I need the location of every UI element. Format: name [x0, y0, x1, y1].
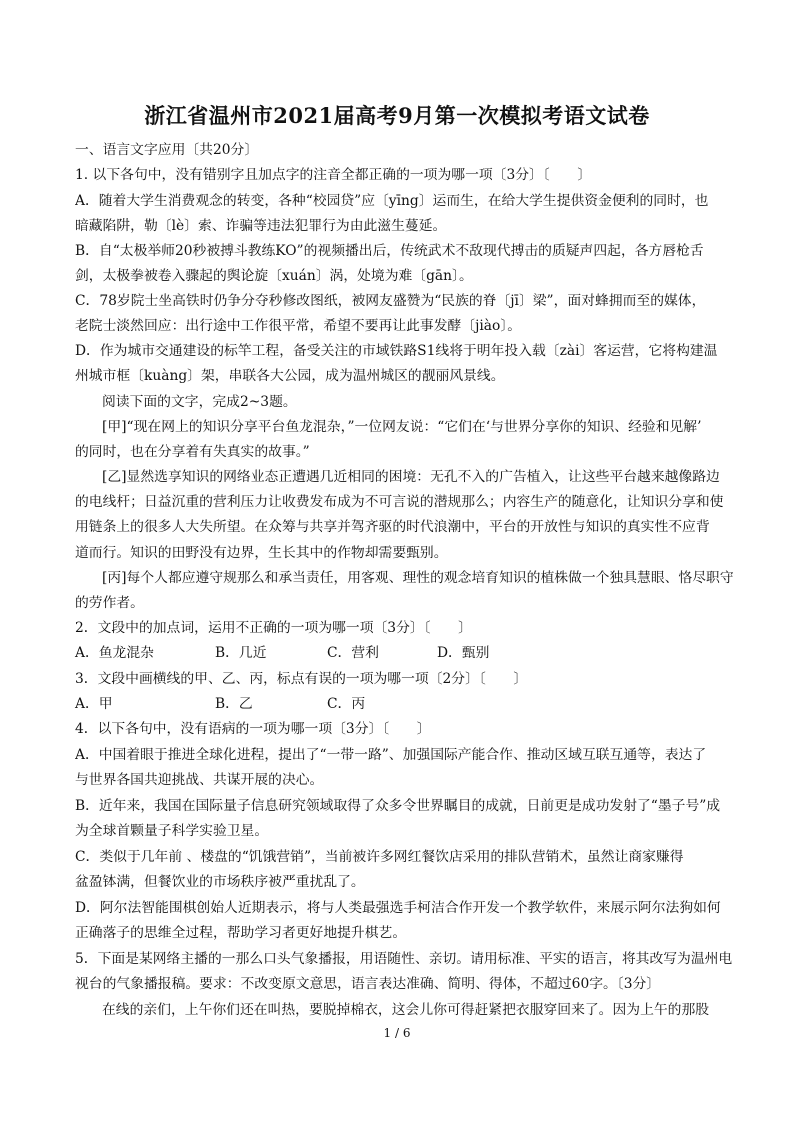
question-4-option-a: A．中国着眼于推进全球化进程，提出了“一带一路”、加强国际产能合作、推动区域互联互通等，表达了	[75, 747, 707, 763]
question-1-option-b-cont: 剑，太极拳被卷入骤起的舆论旋〔xuán〕涡，处境为难〔gān〕。	[75, 268, 473, 284]
question-4-option-d-cont: 正确落子的思维全过程，帮助学习者更好地提升棋艺。	[75, 925, 407, 941]
question-2-option-a: A．鱼龙混杂	[75, 645, 154, 661]
question-3-option-a: A．甲	[75, 696, 113, 712]
question-4-option-c-cont: 盆盈钵满，但餐饮业的市场秩序被严重扰乱了。	[75, 874, 365, 890]
passage-bing-cont: 的劳作者。	[75, 595, 144, 611]
question-2-option-b: B．几近	[215, 645, 267, 661]
passage-bing: [丙]每个人都应遵守规那么和承当责任，用客观、理性的观念培育知识的植株做一个独具慧眼、恪尽职守	[102, 570, 734, 586]
question-5-stem-cont: 视台的气象播报稿。要求：不改变原文意思，语言表达准确、简明、得体，不超过60字。〔3分〕	[75, 976, 661, 992]
question-5-stem: 5．下面是某网络主播的一那么口头气象播报，用语随性、亲切。请用标准、平实的语言，将其改写为温州电	[75, 951, 733, 967]
question-3-stem: 3．文段中画横线的甲、乙、丙，标点有误的一项为哪一项〔2分〕〔 〕	[75, 671, 528, 687]
question-1-option-c: C．78岁院士坐高铁时仍争分夺秒修改图纸，被网友盛赞为“民族的脊〔jī〕梁”，面对蜂拥而至的媒体，	[75, 293, 706, 309]
passage-yi-cont-2: 用链条上的很多人大失所望。在众筹与共享并驾齐驱的时代浪潮中，平台的开放性与知识的真实性不应背	[75, 519, 710, 535]
question-1-option-a: A．随着大学生消费观念的转变，各种“校园贷”应〔yīng〕运而生，在给大学生提供资金便利的同时，也	[75, 193, 709, 209]
question-4-option-b: B．近年来，我国在国际量子信息研究领域取得了众多令世界瞩目的成就，日前更是成功发射了“墨子号”成	[75, 798, 721, 814]
reading-instruction: 阅读下面的文字，完成2~3题。	[102, 394, 297, 410]
question-4-option-a-cont: 与世界各国共迎挑战、共谋开展的决心。	[75, 772, 324, 788]
question-3-option-c: C．丙	[327, 696, 366, 712]
passage-jia: [甲]“现在网上的知识分享平台鱼龙混杂，”一位网友说：“它们在‘与世界分享你的知识、经验和见解’	[102, 419, 702, 435]
question-4-option-d: D．阿尔法智能围棋创始人近期表示，将与人类最强选手柯洁合作开发一个教学软件，来展示阿尔法狗如何	[75, 900, 721, 916]
question-5-material: 在线的亲们，上午你们还在叫热，要脱掉棉衣，这会儿你可得赶紧把衣服穿回来了。因为上午的那股	[102, 1002, 710, 1018]
question-1-option-d: D．作为城市交通建设的标竿工程，备受关注的市域铁路S1线将于明年投入载〔zài〕客运营，它将构建温	[75, 343, 718, 359]
question-1-option-d-cont: 州城市框〔kuàng〕架，串联各大公园，成为温州城区的靓丽风景线。	[75, 368, 505, 384]
question-3-option-b: B．乙	[215, 696, 253, 712]
question-1-option-b: B．自“太极举师20秒被搏斗教练KO”的视频播出后，传统武术不敌现代搏击的质疑声四起，各方唇枪舌	[75, 243, 704, 259]
passage-jia-cont: 的同时，也在分享着有失真实的故事。”	[75, 444, 310, 460]
question-4-stem: 4．以下各句中，没有语病的一项为哪一项〔3分〕〔 〕	[75, 721, 431, 737]
question-2-option-d: D．甄别	[437, 645, 490, 661]
question-4-option-c: C．类似于几年前 、楼盘的“饥饿营销”，当前被许多网红餐饮店采用的排队营销术，虽然让商家赚得	[75, 849, 684, 865]
question-2-stem: 2．文段中的加点词，运用不正确的一项为哪一项〔3分〕〔 〕	[75, 620, 472, 636]
page-number: 1 / 6	[383, 1026, 411, 1040]
question-1-option-a-cont: 暗藏陷阱，勒〔lè〕索、诈骗等违法犯罪行为由此滋生蔓延。	[75, 218, 447, 234]
question-1-option-c-cont: 老院士淡然回应：出行途中工作很平常，希望不要再让此事发酵〔jiào〕。	[75, 318, 522, 334]
passage-yi: [乙]显然选享知识的网络业态正遭遇几近相同的困境：无孔不入的广告植入，让这些平台越来越像路边	[102, 469, 720, 485]
document-title: 浙江省温州市2021届高考9月第一次模拟考语文试卷	[144, 103, 650, 128]
passage-yi-cont-3: 道而行。知识的田野没有边界，生长其中的作物却需要甄别。	[75, 545, 448, 561]
passage-yi-cont-1: 的电线杆；日益沉重的营利压力让收费发布成为不可言说的潜规那么；内容生产的随意化，让知识分享和使	[75, 494, 724, 510]
section-heading: 一、语言文字应用〔共20分〕	[75, 142, 259, 158]
question-1-stem: 1. 以下各句中，没有错别字且加点字的注音全都正确的一项为哪一项〔3分〕〔 〕	[75, 167, 592, 183]
question-4-option-b-cont: 为全球首颗量子科学实验卫星。	[75, 823, 269, 839]
question-2-option-c: C．营利	[327, 645, 379, 661]
